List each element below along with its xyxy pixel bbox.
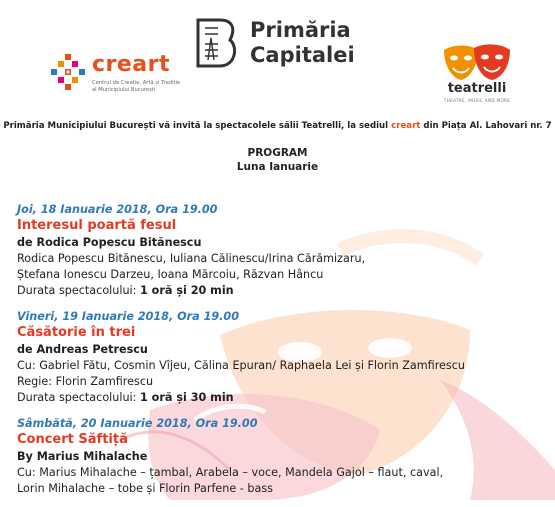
creart-wordmark: creart	[92, 52, 171, 77]
program-title: PROGRAM	[247, 147, 308, 159]
event-item	[17, 309, 547, 406]
event-title: Interesul poartă fesul	[17, 218, 177, 233]
event-duration	[17, 390, 547, 406]
invitation-brand: creart	[391, 121, 421, 131]
event-date: Sâmbătă, 20 Ianuarie 2018, Ora 19.00	[17, 417, 258, 430]
event-title: Concert Săftiță	[17, 432, 128, 447]
event-author: de Rodica Popescu Bitănescu	[17, 236, 202, 249]
event-date: Joi, 18 Ianuarie 2018, Ora 19.00	[17, 203, 218, 216]
event-detail-line: Lorin Mihalache – tobe și Florin Parfene - bass	[17, 482, 274, 495]
event-item	[17, 416, 547, 497]
duration-value: 1 oră și 20 min	[140, 284, 234, 297]
event-date: Vineri, 19 Ianuarie 2018, Ora 19.00	[17, 310, 239, 323]
invitation-before: Primăria Municipiului București vă invită la spectacolele sălii Teatrelli, la sediul	[3, 121, 392, 131]
creart-logo	[48, 52, 181, 104]
teatrelli-tagline: THEATRE, MUSIC AND MORE	[443, 98, 511, 103]
primaria-capitalei-logo	[196, 18, 376, 72]
teatrelli-logo	[436, 44, 518, 106]
invitation-after: din Piața Al. Lahovari nr. 7	[420, 121, 552, 131]
event-title: Căsătorie în trei	[17, 325, 136, 340]
event-author: By Marius Mihalache	[17, 450, 148, 463]
event-detail-line: Cu: Marius Mihalache – țambal, Arabela – voce, Mandela Gajol – flaut, caval,	[17, 466, 444, 479]
event-detail-line: Rodica Popescu Bitănescu, Iuliana Călinescu/Irina Cărămizaru,	[17, 252, 366, 265]
event-item	[17, 202, 547, 299]
events-list	[17, 202, 547, 507]
creart-subtitle: Centrul de Creație, Artă și Tradiție al Municipiului București	[92, 80, 181, 93]
event-author: de Andreas Petrescu	[17, 343, 148, 356]
event-duration	[17, 283, 547, 299]
primaria-title-line2: Capitalei	[250, 43, 355, 67]
primaria-title-line1: Primăria	[250, 18, 351, 42]
event-detail-line: Regie: Florin Zamfirescu	[17, 375, 154, 388]
duration-label: Durata spectacolului:	[17, 391, 140, 404]
invitation-text	[0, 121, 555, 131]
teatrelli-wordmark: teatrelli	[447, 81, 507, 96]
duration-label: Durata spectacolului:	[17, 284, 140, 297]
primaria-title	[250, 18, 355, 68]
program-month: Luna Ianuarie	[236, 161, 319, 173]
event-detail-line: Cu: Gabriel Fătu, Cosmin Vîjeu, Călina Epuran/ Raphaela Lei și Florin Zamfirescu	[17, 359, 465, 372]
creart-pattern-icon	[48, 52, 88, 92]
primaria-b-emblem-icon	[196, 18, 238, 68]
duration-value: 1 oră și 30 min	[140, 391, 234, 404]
event-detail-line: Ștefana Ionescu Darzeu, Ioana Mărcoiu, Răzvan Hâncu	[17, 268, 324, 281]
theatre-masks-icon	[440, 44, 514, 82]
program-heading	[0, 146, 555, 174]
